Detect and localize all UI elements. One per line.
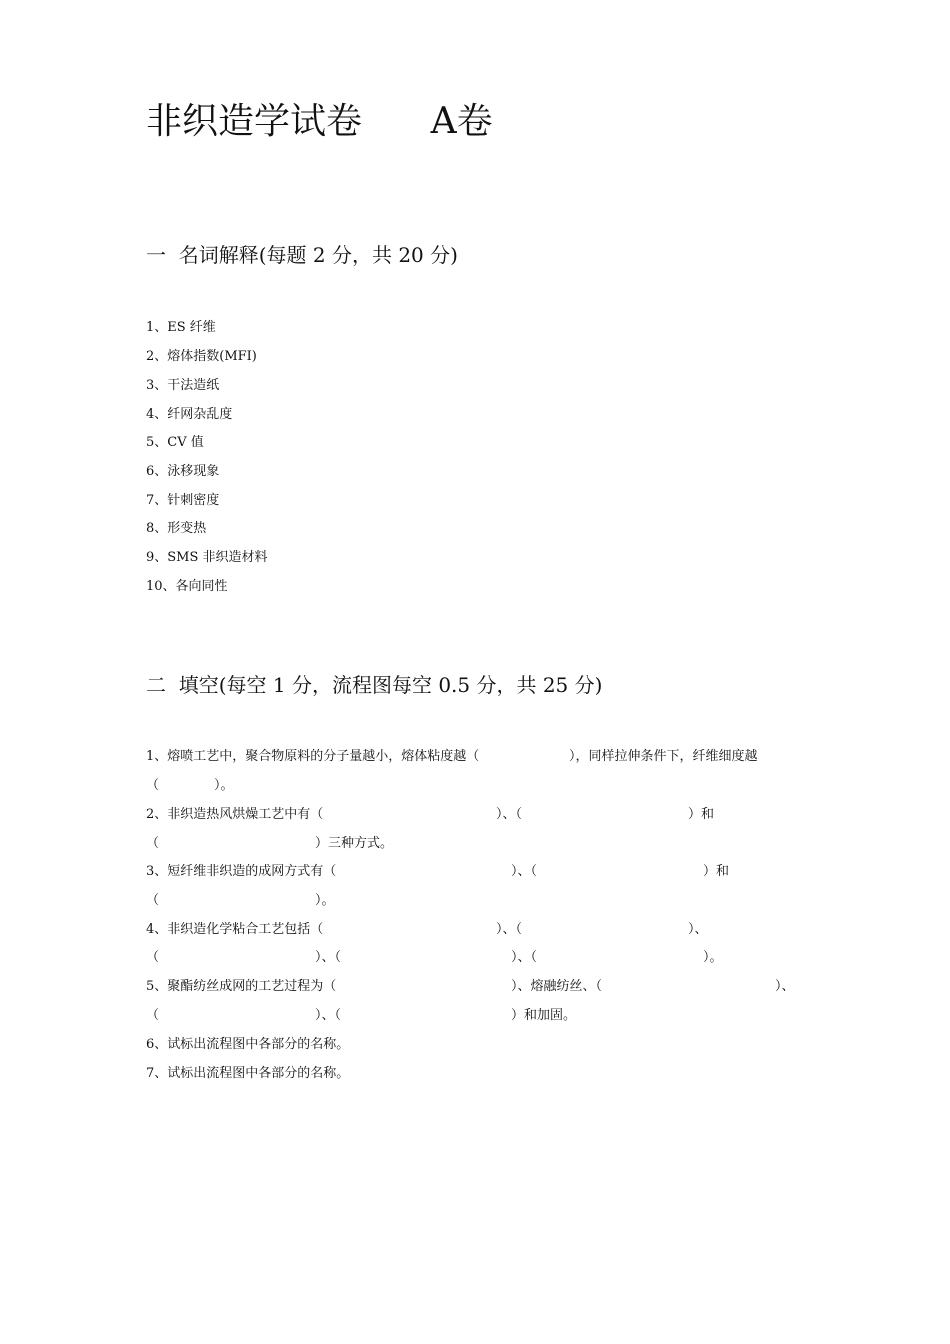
question-text: ）和 bbox=[703, 864, 730, 879]
question-text: ）、（ bbox=[496, 807, 523, 822]
question-3-line-2 bbox=[146, 892, 846, 910]
question-6: 6、试标出流程图中各部分的名称。 bbox=[146, 1037, 350, 1052]
question-text: 3、短纤维非织造的成网方式有（ bbox=[146, 864, 337, 879]
question-text: ）、（ bbox=[511, 950, 538, 965]
question-text: ）。 bbox=[315, 893, 335, 908]
question-text: ）和 bbox=[688, 807, 715, 822]
question-text: ）、（ bbox=[315, 950, 342, 965]
term-item: 10、各向同性 bbox=[146, 579, 228, 594]
question-text: （ bbox=[146, 1008, 160, 1023]
question-5-line-1 bbox=[146, 978, 846, 996]
question-text: （ bbox=[146, 893, 160, 908]
term-item: 3、干法造纸 bbox=[146, 378, 220, 393]
term-item: 1、ES 纤维 bbox=[146, 320, 216, 335]
term-item: 6、泳移现象 bbox=[146, 464, 220, 479]
term-item: 5、CV 值 bbox=[146, 435, 204, 450]
term-item: 8、形变热 bbox=[146, 521, 207, 536]
question-text: 2、非织造热风烘燥工艺中有（ bbox=[146, 807, 324, 822]
question-text: ）。 bbox=[703, 950, 723, 965]
question-text: （ bbox=[146, 778, 160, 793]
question-text: （ bbox=[146, 836, 160, 851]
exam-title: 非织造学试卷 A卷 bbox=[146, 101, 493, 142]
question-text: ）和加固。 bbox=[511, 1008, 577, 1023]
question-text: ）。 bbox=[214, 778, 234, 793]
question-text: 4、非织造化学粘合工艺包括（ bbox=[146, 922, 324, 937]
question-text: （ bbox=[146, 950, 160, 965]
question-text: ）、 bbox=[688, 922, 708, 937]
term-item: 7、针刺密度 bbox=[146, 493, 220, 508]
question-3-line-1 bbox=[146, 863, 846, 881]
question-text: ）、 bbox=[775, 979, 795, 994]
question-2-line-2 bbox=[146, 835, 846, 853]
question-text: ）、（ bbox=[315, 1008, 342, 1023]
question-text: 5、聚酯纺丝成网的工艺过程为（ bbox=[146, 979, 337, 994]
term-item: 2、熔体指数(MFI) bbox=[146, 349, 257, 364]
question-2-line-1 bbox=[146, 806, 846, 824]
section1-heading: 一 名词解释(每题 2 分，共 20 分) bbox=[146, 243, 458, 267]
question-4-line-2 bbox=[146, 949, 846, 967]
question-text: ），同样拉伸条件下，纤维细度越 bbox=[569, 749, 758, 764]
question-5-line-2 bbox=[146, 1007, 846, 1025]
question-7: 7、试标出流程图中各部分的名称。 bbox=[146, 1066, 350, 1081]
question-text: ）、熔融纺丝、（ bbox=[511, 979, 603, 994]
question-1-line-2 bbox=[146, 777, 846, 795]
question-text: 1、熔喷工艺中，聚合物原料的分子量越小，熔体粘度越（ bbox=[146, 749, 480, 764]
term-item: 9、SMS 非织造材料 bbox=[146, 550, 268, 565]
term-item: 4、纤网杂乱度 bbox=[146, 407, 233, 422]
question-text: ）三种方式。 bbox=[315, 836, 394, 851]
question-1-line-1 bbox=[146, 748, 846, 766]
question-text: ）、（ bbox=[496, 922, 523, 937]
question-4-line-1 bbox=[146, 921, 846, 939]
section2-heading: 二 填空(每空 1 分，流程图每空 0.5 分，共 25 分) bbox=[146, 673, 603, 697]
question-text: ）、（ bbox=[511, 864, 538, 879]
